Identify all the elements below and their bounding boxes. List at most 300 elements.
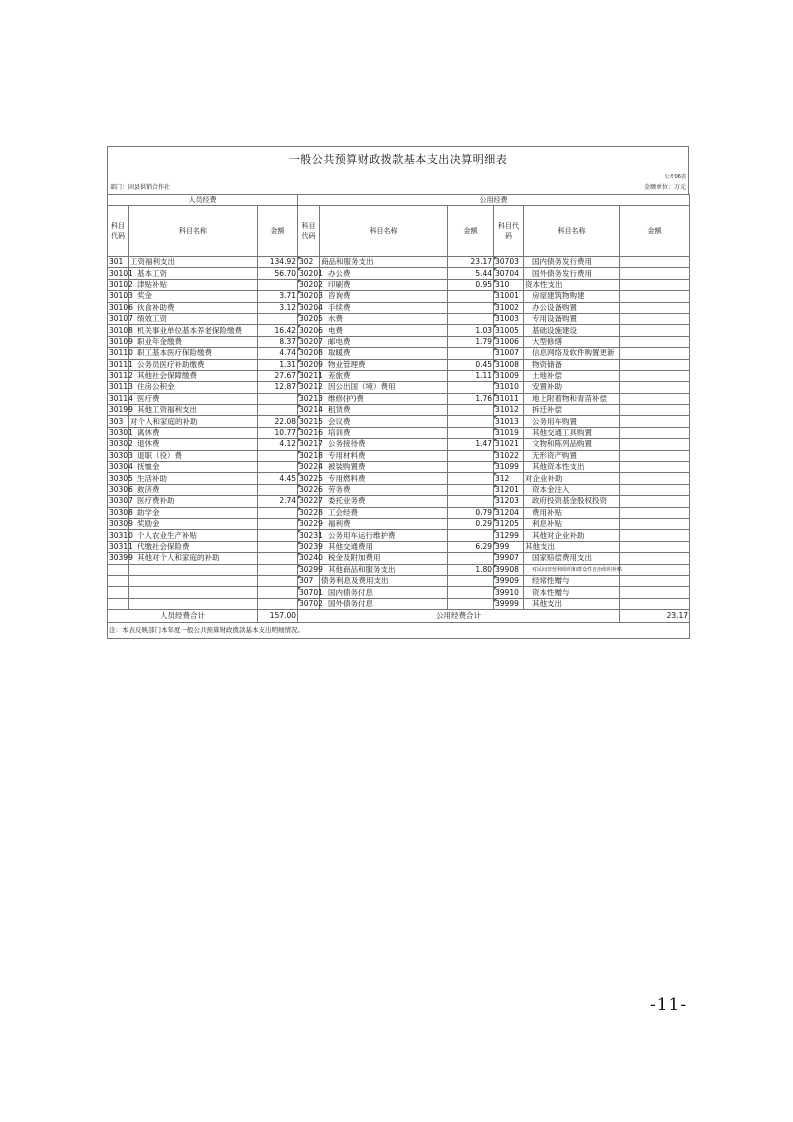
table-row — [108, 359, 690, 370]
cell-name-3: 费用补贴 — [524, 507, 620, 518]
cell-amount-1 — [258, 462, 298, 473]
cell-name-1: 助学金 — [129, 507, 258, 518]
table-row — [108, 279, 690, 290]
cell-code-2: 30226 — [299, 485, 323, 494]
cell-name-1: 救济费 — [129, 484, 258, 495]
cell-amount-2 — [448, 587, 494, 598]
table-row — [108, 302, 690, 313]
cell-amount-2 — [448, 416, 494, 427]
cell-amount-2 — [448, 382, 494, 393]
cell-amount-2: 1.11 — [448, 370, 494, 381]
cell-name-1: 其他社会保障缴费 — [129, 370, 258, 381]
table-row — [108, 393, 690, 404]
table-row — [108, 564, 690, 575]
cell-amount-1: 4.74 — [258, 348, 298, 359]
cell-amount-2: 1.47 — [448, 439, 494, 450]
cell-code-3: 31022 — [494, 450, 524, 461]
cell-name-1: 离休费 — [129, 427, 258, 438]
cell-name-1: 医疗费补助 — [129, 496, 258, 507]
cell-amount-2: 1.76 — [448, 393, 494, 404]
cell-name-2: 差旅费 — [320, 370, 448, 381]
cell-name-1: 医疗费 — [129, 393, 258, 404]
cell-code-1: 30309 — [109, 519, 133, 529]
cell-name-3: 利息补贴 — [524, 518, 620, 529]
cell-amount-3 — [620, 553, 690, 564]
cell-name-2: 劳务费 — [320, 484, 448, 495]
cell-name-2: 因公出国（境）费用 — [320, 382, 448, 393]
cell-amount-2 — [448, 473, 494, 484]
cell-code-1: 30102 — [109, 279, 133, 289]
cell-code-3: 39909 — [494, 575, 524, 586]
cell-amount-1: 10.77 — [258, 427, 298, 438]
col-code-2: 科目代码 — [298, 206, 320, 257]
cell-code-3: 310 — [494, 279, 524, 290]
cell-name-1: 退休费 — [129, 439, 258, 450]
footnote: 注：本表反映部门本年度一般公共预算财政拨款基本支出明细情况。 — [108, 623, 690, 638]
cell-amount-2 — [448, 484, 494, 495]
cell-name-1: 个人农业生产补贴 — [129, 530, 258, 541]
cell-name-2: 专用燃料费 — [320, 473, 448, 484]
cell-name-1 — [129, 564, 258, 575]
cell-name-3: 文物和陈列品购置 — [524, 439, 620, 450]
cell-code-1: 30109 — [109, 336, 133, 346]
cell-code-2: 30227 — [299, 496, 323, 506]
cell-amount-1: 16.42 — [258, 325, 298, 336]
cell-name-3: 办公设备购置 — [524, 302, 620, 313]
cell-name-2: 其他交通费用 — [320, 541, 448, 552]
cell-amount-3 — [620, 325, 690, 336]
cell-name-3: 安置补助 — [524, 382, 620, 393]
cell-name-1: 职工基本医疗保险缴费 — [129, 348, 258, 359]
cell-amount-3 — [620, 382, 690, 393]
cell-code-3: 30704 — [494, 268, 524, 279]
cell-amount-3 — [620, 416, 690, 427]
cell-code-3: 31099 — [494, 462, 524, 473]
cell-code-2: 30224 — [299, 462, 323, 472]
cell-amount-3 — [620, 302, 690, 313]
cell-amount-1: 12.87 — [258, 382, 298, 393]
cell-name-2: 公务接待费 — [320, 439, 448, 450]
cell-code-3: 39907 — [494, 553, 524, 564]
cell-amount-1 — [258, 553, 298, 564]
cell-name-3: 信息网络及软件购置更新 — [524, 348, 620, 359]
cell-code-2: 30212 — [299, 382, 323, 392]
cell-code-1: 30113 — [109, 382, 133, 392]
cell-amount-2: 0.79 — [448, 507, 494, 518]
cell-name-3: 资本金注入 — [524, 484, 620, 495]
cell-name-3: 其他对企业补助 — [524, 530, 620, 541]
cell-amount-1 — [258, 405, 298, 416]
cell-name-1: 住房公积金 — [129, 382, 258, 393]
cell-code-1: 30305 — [109, 473, 133, 483]
cell-code-1: 30110 — [109, 348, 133, 358]
cell-name-2: 会议费 — [320, 416, 448, 427]
cell-name-1: 生活补助 — [129, 473, 258, 484]
cell-amount-2 — [448, 450, 494, 461]
cell-name-2: 债务利息及费用支出 — [320, 575, 448, 586]
cell-code-2: 307 — [298, 575, 320, 586]
table-row — [108, 484, 690, 495]
cell-code-2: 30240 — [299, 553, 323, 563]
cell-amount-1 — [258, 484, 298, 495]
cell-code-3: 31019 — [494, 427, 524, 438]
cell-amount-1: 2.74 — [258, 496, 298, 507]
cell-name-2: 租赁费 — [320, 405, 448, 416]
cell-name-2: 专用材料费 — [320, 450, 448, 461]
cell-code-2: 30215 — [299, 416, 323, 426]
cell-code-2: 30201 — [299, 268, 323, 278]
cell-amount-3 — [620, 405, 690, 416]
cell-amount-3 — [620, 462, 690, 473]
cell-code-2: 30204 — [299, 302, 323, 312]
table-row — [108, 598, 690, 609]
cell-code-3: 31006 — [494, 336, 524, 347]
column-header-row — [108, 206, 690, 257]
cell-name-2: 公务用车运行维护费 — [320, 530, 448, 541]
cell-name-1: 津贴补贴 — [129, 279, 258, 290]
cell-amount-1 — [258, 507, 298, 518]
cell-code-2: 30225 — [299, 473, 323, 483]
cell-code-2: 30228 — [299, 507, 323, 517]
cell-amount-2: 1.79 — [448, 336, 494, 347]
cell-amount-3 — [620, 587, 690, 598]
group-header-row — [108, 195, 690, 206]
cell-code-2: 30216 — [299, 428, 323, 438]
col-code-1: 科目代码 — [108, 206, 129, 257]
cell-amount-3 — [620, 473, 690, 484]
cell-name-2: 物业管理费 — [320, 359, 448, 370]
col-name-2: 科目名称 — [320, 206, 448, 257]
cell-name-3: 资本性支出 — [524, 279, 620, 290]
table-row — [108, 518, 690, 529]
cell-name-2: 被装购置费 — [320, 462, 448, 473]
public-total-value: 23.17 — [620, 610, 690, 623]
cell-amount-1 — [258, 564, 298, 575]
cell-code-3: 312 — [494, 473, 524, 484]
col-code-3: 科目代码 — [494, 206, 524, 257]
table-row — [108, 348, 690, 359]
cell-name-1: 职业年金缴费 — [129, 336, 258, 347]
cell-name-2: 邮电费 — [320, 336, 448, 347]
cell-code-2: 30205 — [299, 314, 323, 324]
cell-code-1: 30106 — [109, 302, 133, 312]
cell-code-1: 30311 — [109, 541, 133, 551]
cell-name-1: 绩效工资 — [129, 313, 258, 324]
cell-code-3: 31001 — [494, 291, 524, 302]
cell-code-3: 31011 — [494, 393, 524, 404]
cell-name-3: 对企业补助 — [524, 473, 620, 484]
cell-name-3: 房屋建筑物购建 — [524, 291, 620, 302]
cell-name-1: 基本工资 — [129, 268, 258, 279]
cell-name-3: 其他支出 — [524, 541, 620, 552]
cell-amount-3 — [620, 564, 690, 575]
cell-name-3: 无形资产购置 — [524, 450, 620, 461]
cell-code-1 — [108, 564, 129, 575]
cell-code-3: 399 — [494, 541, 524, 552]
cell-name-3: 国外债务发行费用 — [524, 268, 620, 279]
cell-code-2: 30206 — [299, 325, 323, 335]
cell-name-2: 培训费 — [320, 427, 448, 438]
cell-code-1: 30114 — [109, 393, 133, 403]
cell-name-3: 土地补偿 — [524, 370, 620, 381]
cell-amount-3 — [620, 336, 690, 347]
cell-code-1: 30101 — [109, 268, 133, 278]
cell-amount-3 — [620, 439, 690, 450]
cell-amount-3 — [620, 291, 690, 302]
cell-amount-1: 22.08 — [258, 416, 298, 427]
cell-amount-2 — [448, 291, 494, 302]
cell-name-1: 奖励金 — [129, 518, 258, 529]
cell-code-1: 30301 — [109, 428, 133, 438]
cell-name-1: 工资福利支出 — [129, 257, 258, 268]
cell-code-2: 30218 — [299, 450, 323, 460]
table-row — [108, 541, 690, 552]
cell-amount-1 — [258, 598, 298, 609]
cell-amount-1 — [258, 587, 298, 598]
cell-code-2: 30213 — [299, 393, 323, 403]
cell-name-3: 对民间非营利组织和群众性自治组织补贴 — [524, 564, 620, 575]
cell-code-1 — [108, 575, 129, 586]
cell-amount-2: 0.95 — [448, 279, 494, 290]
cell-amount-1: 8.37 — [258, 336, 298, 347]
cell-amount-1 — [258, 575, 298, 586]
cell-code-1: 30304 — [109, 462, 133, 472]
table-row — [108, 268, 690, 279]
cell-code-3: 31009 — [494, 370, 524, 381]
cell-amount-1: 27.67 — [258, 370, 298, 381]
group-public: 公用经费 — [298, 195, 690, 206]
cell-amount-2 — [448, 496, 494, 507]
cell-amount-2 — [448, 553, 494, 564]
cell-name-2: 咨询费 — [320, 291, 448, 302]
cell-code-1: 30199 — [109, 405, 133, 415]
table-row — [108, 313, 690, 324]
cell-code-3: 31201 — [494, 484, 524, 495]
cell-amount-2 — [448, 348, 494, 359]
cell-code-3: 31012 — [494, 405, 524, 416]
table-row — [108, 257, 690, 268]
cell-code-1: 30103 — [109, 291, 133, 301]
personnel-total-value: 157.00 — [258, 610, 298, 623]
cell-amount-2 — [448, 462, 494, 473]
cell-amount-1 — [258, 450, 298, 461]
table-row — [108, 496, 690, 507]
table-row — [108, 450, 690, 461]
cell-code-2: 30231 — [299, 530, 323, 540]
cell-code-1: 30303 — [109, 450, 133, 460]
cell-amount-2 — [448, 598, 494, 609]
table-row — [108, 553, 690, 564]
cell-amount-3 — [620, 450, 690, 461]
table-row — [108, 575, 690, 586]
cell-name-2: 电费 — [320, 325, 448, 336]
cell-code-3: 31299 — [494, 530, 524, 541]
cell-name-3: 拆迁补偿 — [524, 405, 620, 416]
cell-code-1: 30302 — [109, 439, 133, 449]
table-row — [108, 416, 690, 427]
cell-code-3: 31203 — [494, 496, 524, 507]
cell-name-2: 水费 — [320, 313, 448, 324]
cell-name-3: 大型修缮 — [524, 336, 620, 347]
cell-code-2: 30214 — [299, 405, 323, 415]
cell-amount-1: 4.12 — [258, 439, 298, 450]
cell-name-1: 抚恤金 — [129, 462, 258, 473]
cell-amount-2: 23.17 — [448, 257, 494, 268]
unit-label: 金额单位：万元 — [643, 184, 686, 191]
table-row — [108, 325, 690, 336]
cell-code-1: 30107 — [109, 314, 133, 324]
cell-amount-1 — [258, 393, 298, 404]
cell-name-1: 公务员医疗补助缴费 — [129, 359, 258, 370]
cell-amount-2: 1.80 — [448, 564, 494, 575]
cell-name-3: 国家赔偿费用支出 — [524, 553, 620, 564]
cell-amount-3 — [620, 279, 690, 290]
cell-code-1 — [108, 587, 129, 598]
cell-amount-2 — [448, 427, 494, 438]
cell-amount-2: 5.44 — [448, 268, 494, 279]
cell-name-1 — [129, 598, 258, 609]
cell-code-1: 30108 — [109, 325, 133, 335]
cell-code-2: 30217 — [299, 439, 323, 449]
cell-name-1: 其他对个人和家庭的补助 — [129, 553, 258, 564]
cell-name-1: 机关事业单位基本养老保险缴费 — [129, 325, 258, 336]
cell-name-2: 福利费 — [320, 518, 448, 529]
cell-name-2: 委托业务费 — [320, 496, 448, 507]
cell-code-2: 30202 — [299, 279, 323, 289]
cell-amount-2: 6.29 — [448, 541, 494, 552]
cell-code-1: 30308 — [109, 507, 133, 517]
cell-amount-3 — [620, 370, 690, 381]
cell-code-1: 30112 — [109, 371, 133, 381]
col-amount-2: 金额 — [448, 206, 494, 257]
cell-amount-2 — [448, 575, 494, 586]
col-name-1: 科目名称 — [129, 206, 258, 257]
department-unit-row — [107, 182, 689, 194]
cell-amount-1: 134.92 — [258, 257, 298, 268]
cell-name-3: 国内债务发行费用 — [524, 257, 620, 268]
col-amount-1: 金额 — [258, 206, 298, 257]
cell-amount-2 — [448, 302, 494, 313]
cell-name-2: 办公费 — [320, 268, 448, 279]
cell-code-3: 31013 — [494, 416, 524, 427]
cell-amount-1: 3.12 — [258, 302, 298, 313]
cell-code-2: 30701 — [299, 587, 323, 597]
cell-amount-3 — [620, 598, 690, 609]
totals-row — [108, 610, 690, 623]
cell-amount-1 — [258, 313, 298, 324]
cell-amount-1: 3.71 — [258, 291, 298, 302]
table-row — [108, 427, 690, 438]
cell-amount-1 — [258, 530, 298, 541]
cell-name-1: 其他工资福利支出 — [129, 405, 258, 416]
table-row — [108, 382, 690, 393]
cell-amount-2: 0.45 — [448, 359, 494, 370]
cell-name-3: 经常性赠与 — [524, 575, 620, 586]
cell-code-3: 39910 — [494, 587, 524, 598]
cell-name-2: 国内债务付息 — [320, 587, 448, 598]
footnote-row — [108, 623, 690, 638]
cell-code-3: 31002 — [494, 302, 524, 313]
cell-code-2: 30229 — [299, 519, 323, 529]
cell-amount-3 — [620, 484, 690, 495]
table-title: 一般公共预算财政拨款基本支出决算明细表 — [107, 146, 689, 172]
cell-code-2: 30211 — [299, 371, 323, 381]
cell-code-2: 30209 — [299, 359, 323, 369]
table-row — [108, 462, 690, 473]
table-row — [108, 507, 690, 518]
cell-name-1 — [129, 587, 258, 598]
cell-amount-2 — [448, 530, 494, 541]
cell-code-3: 39999 — [494, 598, 524, 609]
cell-amount-3 — [620, 257, 690, 268]
table-row — [108, 473, 690, 484]
cell-code-3: 31008 — [494, 359, 524, 370]
cell-name-1: 对个人和家庭的补助 — [129, 416, 258, 427]
cell-code-1: 30111 — [109, 359, 133, 369]
group-personnel: 人员经费 — [108, 195, 298, 206]
cell-name-3: 专用设备购置 — [524, 313, 620, 324]
expenditure-table — [107, 194, 690, 639]
cell-name-3: 政府投资基金股权投资 — [524, 496, 620, 507]
cell-code-1: 301 — [108, 257, 129, 268]
cell-amount-3 — [620, 575, 690, 586]
cell-code-3: 30703 — [494, 257, 524, 268]
cell-code-2: 30207 — [299, 336, 323, 346]
cell-amount-2 — [448, 405, 494, 416]
cell-name-2: 税金及附加费用 — [320, 553, 448, 564]
cell-code-3: 31007 — [494, 348, 524, 359]
cell-name-3: 其他交通工具购置 — [524, 427, 620, 438]
cell-code-3: 31010 — [494, 382, 524, 393]
cell-name-2: 商品和服务支出 — [320, 257, 448, 268]
cell-amount-2: 0.29 — [448, 518, 494, 529]
cell-code-2: 30208 — [299, 348, 323, 358]
department-label: 部门：固县供销合作社 — [110, 184, 171, 191]
cell-amount-3 — [620, 359, 690, 370]
cell-name-2: 其他商品和服务支出 — [320, 564, 448, 575]
cell-name-1: 奖金 — [129, 291, 258, 302]
table-row — [108, 530, 690, 541]
cell-name-3: 基础设施建设 — [524, 325, 620, 336]
cell-name-3: 物资储备 — [524, 359, 620, 370]
cell-code-2: 30239 — [299, 541, 323, 551]
cell-code-1: 30310 — [109, 530, 133, 540]
report-sheet — [107, 146, 689, 639]
table-row — [108, 336, 690, 347]
cell-code-2: 30299 — [299, 564, 323, 574]
cell-name-2: 维修(护)费 — [320, 393, 448, 404]
cell-amount-3 — [620, 541, 690, 552]
cell-name-3: 资本性赠与 — [524, 587, 620, 598]
cell-amount-1: 56.70 — [258, 268, 298, 279]
cell-code-3: 39908 — [494, 564, 524, 575]
cell-amount-1 — [258, 279, 298, 290]
cell-amount-3 — [620, 348, 690, 359]
cell-amount-3 — [620, 518, 690, 529]
cell-amount-2: 1.03 — [448, 325, 494, 336]
table-row — [108, 439, 690, 450]
cell-amount-3 — [620, 507, 690, 518]
cell-code-3: 31205 — [494, 518, 524, 529]
public-total-label: 公用经费合计 — [298, 610, 620, 623]
cell-code-1: 30307 — [109, 496, 133, 506]
cell-amount-1: 1.31 — [258, 359, 298, 370]
cell-code-1: 303 — [108, 416, 129, 427]
cell-code-2: 30702 — [299, 598, 323, 608]
table-row — [108, 405, 690, 416]
table-code: 公开06表 — [107, 172, 689, 182]
cell-amount-3 — [620, 313, 690, 324]
